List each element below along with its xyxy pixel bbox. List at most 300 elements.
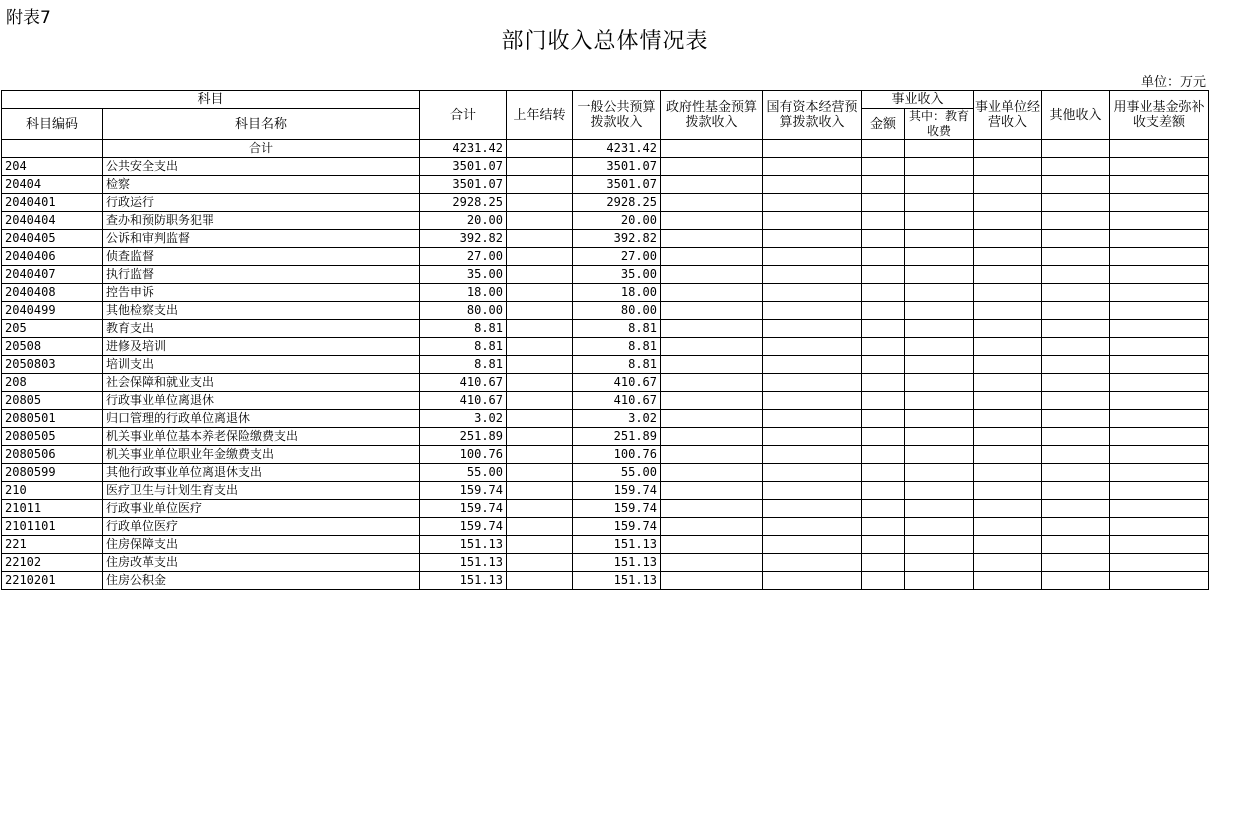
cell-other-income (1042, 500, 1110, 518)
cell-fund-balance (1110, 158, 1209, 176)
cell-carryover (507, 482, 573, 500)
cell-operating-income (974, 518, 1042, 536)
cell-name: 进修及培训 (103, 338, 420, 356)
cell-career-amount (862, 320, 905, 338)
cell-fund-balance (1110, 392, 1209, 410)
cell-gov-fund (661, 554, 763, 572)
cell-edu-fee (905, 536, 974, 554)
cell-career-amount (862, 230, 905, 248)
cell-career-amount (862, 176, 905, 194)
header-operating-income: 事业单位经营收入 (974, 91, 1042, 140)
cell-edu-fee (905, 248, 974, 266)
cell-general-budget: 3501.07 (573, 176, 661, 194)
cell-fund-balance (1110, 302, 1209, 320)
cell-general-budget: 18.00 (573, 284, 661, 302)
table-row (2, 554, 1209, 572)
cell-career-amount (862, 212, 905, 230)
cell-carryover (507, 356, 573, 374)
cell-career-amount (862, 554, 905, 572)
header-amount: 金额 (862, 109, 905, 140)
cell-state-capital (763, 356, 862, 374)
cell-state-capital (763, 230, 862, 248)
cell-gov-fund (661, 482, 763, 500)
cell-total: 8.81 (420, 338, 507, 356)
cell-state-capital (763, 536, 862, 554)
cell-edu-fee (905, 500, 974, 518)
cell-code: 2210201 (2, 572, 103, 590)
header-career-income: 事业收入 (862, 91, 974, 109)
cell-total: 80.00 (420, 302, 507, 320)
cell-other-income (1042, 428, 1110, 446)
cell-gov-fund (661, 464, 763, 482)
table-row (2, 248, 1209, 266)
cell-state-capital (763, 518, 862, 536)
cell-operating-income (974, 428, 1042, 446)
cell-operating-income (974, 338, 1042, 356)
cell-name: 公诉和审判监督 (103, 230, 420, 248)
cell-total: 410.67 (420, 392, 507, 410)
cell-general-budget: 3.02 (573, 410, 661, 428)
cell-career-amount (862, 518, 905, 536)
cell-edu-fee (905, 356, 974, 374)
cell-operating-income (974, 248, 1042, 266)
cell-code: 22102 (2, 554, 103, 572)
cell-code: 2040408 (2, 284, 103, 302)
table-body (2, 140, 1209, 590)
cell-edu-fee (905, 320, 974, 338)
cell-other-income (1042, 482, 1110, 500)
cell-carryover (507, 338, 573, 356)
unit-label: 单位：万元 (1140, 75, 1206, 90)
cell-gov-fund (661, 176, 763, 194)
cell-state-capital (763, 194, 862, 212)
cell-code: 2080501 (2, 410, 103, 428)
cell-name: 行政运行 (103, 194, 420, 212)
cell-career-amount (862, 266, 905, 284)
cell-carryover (507, 554, 573, 572)
cell-career-amount (862, 248, 905, 266)
cell-edu-fee (905, 194, 974, 212)
cell-general-budget: 392.82 (573, 230, 661, 248)
cell-general-budget: 20.00 (573, 212, 661, 230)
table-row (2, 410, 1209, 428)
table-row (2, 518, 1209, 536)
cell-fund-balance (1110, 140, 1209, 158)
table-row (2, 302, 1209, 320)
cell-general-budget: 159.74 (573, 482, 661, 500)
cell-code: 2040407 (2, 266, 103, 284)
cell-carryover (507, 266, 573, 284)
cell-state-capital (763, 176, 862, 194)
cell-edu-fee (905, 284, 974, 302)
page-title: 部门收入总体情况表 (501, 29, 709, 54)
table-row (2, 446, 1209, 464)
cell-operating-income (974, 500, 1042, 518)
cell-state-capital (763, 158, 862, 176)
cell-total: 55.00 (420, 464, 507, 482)
header-code: 科目编码 (2, 109, 103, 140)
table-row (2, 266, 1209, 284)
cell-edu-fee (905, 464, 974, 482)
cell-career-amount (862, 158, 905, 176)
cell-name: 控告申诉 (103, 284, 420, 302)
cell-name: 其他行政事业单位离退休支出 (103, 464, 420, 482)
cell-fund-balance (1110, 230, 1209, 248)
cell-state-capital (763, 392, 862, 410)
cell-total: 3501.07 (420, 176, 507, 194)
cell-fund-balance (1110, 464, 1209, 482)
cell-operating-income (974, 356, 1042, 374)
cell-state-capital (763, 338, 862, 356)
cell-career-amount (862, 572, 905, 590)
cell-gov-fund (661, 248, 763, 266)
cell-general-budget: 410.67 (573, 374, 661, 392)
cell-general-budget: 8.81 (573, 320, 661, 338)
cell-gov-fund (661, 356, 763, 374)
cell-edu-fee (905, 482, 974, 500)
cell-general-budget: 80.00 (573, 302, 661, 320)
table-row (2, 338, 1209, 356)
cell-other-income (1042, 446, 1110, 464)
cell-state-capital (763, 266, 862, 284)
table-row (2, 500, 1209, 518)
cell-state-capital (763, 500, 862, 518)
table-row (2, 482, 1209, 500)
cell-carryover (507, 176, 573, 194)
cell-other-income (1042, 302, 1110, 320)
cell-operating-income (974, 374, 1042, 392)
header-edu-fee: 其中：教育收费 (905, 109, 974, 140)
cell-operating-income (974, 302, 1042, 320)
cell-code: 2040406 (2, 248, 103, 266)
cell-operating-income (974, 140, 1042, 158)
header-state-capital: 国有资本经营预算拨款收入 (763, 91, 862, 140)
cell-code: 20404 (2, 176, 103, 194)
cell-gov-fund (661, 572, 763, 590)
cell-carryover (507, 212, 573, 230)
cell-total: 159.74 (420, 518, 507, 536)
cell-state-capital (763, 140, 862, 158)
cell-total: 151.13 (420, 536, 507, 554)
table-row (2, 464, 1209, 482)
cell-gov-fund (661, 320, 763, 338)
cell-general-budget: 55.00 (573, 464, 661, 482)
cell-general-budget: 2928.25 (573, 194, 661, 212)
cell-code: 2101101 (2, 518, 103, 536)
cell-name: 行政事业单位离退休 (103, 392, 420, 410)
cell-total: 18.00 (420, 284, 507, 302)
cell-career-amount (862, 482, 905, 500)
cell-total: 159.74 (420, 482, 507, 500)
cell-gov-fund (661, 446, 763, 464)
cell-code: 221 (2, 536, 103, 554)
cell-edu-fee (905, 554, 974, 572)
table-row (2, 392, 1209, 410)
cell-gov-fund (661, 374, 763, 392)
cell-general-budget: 159.74 (573, 500, 661, 518)
cell-fund-balance (1110, 410, 1209, 428)
cell-total: 3501.07 (420, 158, 507, 176)
table-row (2, 374, 1209, 392)
table-row (2, 230, 1209, 248)
cell-edu-fee (905, 572, 974, 590)
cell-other-income (1042, 248, 1110, 266)
cell-career-amount (862, 140, 905, 158)
cell-fund-balance (1110, 446, 1209, 464)
cell-total: 4231.42 (420, 140, 507, 158)
cell-other-income (1042, 410, 1110, 428)
cell-fund-balance (1110, 248, 1209, 266)
cell-career-amount (862, 374, 905, 392)
cell-fund-balance (1110, 572, 1209, 590)
table-row (2, 212, 1209, 230)
cell-career-amount (862, 338, 905, 356)
cell-general-budget: 3501.07 (573, 158, 661, 176)
cell-carryover (507, 284, 573, 302)
cell-operating-income (974, 194, 1042, 212)
cell-edu-fee (905, 230, 974, 248)
cell-total: 151.13 (420, 554, 507, 572)
cell-gov-fund (661, 266, 763, 284)
table-row (2, 194, 1209, 212)
cell-carryover (507, 194, 573, 212)
cell-gov-fund (661, 428, 763, 446)
cell-other-income (1042, 392, 1110, 410)
cell-edu-fee (905, 158, 974, 176)
cell-name: 归口管理的行政单位离退休 (103, 410, 420, 428)
cell-general-budget: 100.76 (573, 446, 661, 464)
cell-name: 公共安全支出 (103, 158, 420, 176)
cell-total: 35.00 (420, 266, 507, 284)
cell-total: 251.89 (420, 428, 507, 446)
cell-career-amount (862, 392, 905, 410)
cell-state-capital (763, 446, 862, 464)
cell-operating-income (974, 572, 1042, 590)
cell-operating-income (974, 536, 1042, 554)
cell-gov-fund (661, 518, 763, 536)
cell-general-budget: 151.13 (573, 572, 661, 590)
cell-career-amount (862, 446, 905, 464)
cell-gov-fund (661, 212, 763, 230)
cell-state-capital (763, 302, 862, 320)
cell-edu-fee (905, 266, 974, 284)
cell-name: 查办和预防职务犯罪 (103, 212, 420, 230)
table-row (2, 428, 1209, 446)
cell-fund-balance (1110, 518, 1209, 536)
header-fund-balance: 用事业基金弥补收支差额 (1110, 91, 1209, 140)
cell-fund-balance (1110, 320, 1209, 338)
cell-gov-fund (661, 158, 763, 176)
cell-career-amount (862, 536, 905, 554)
cell-carryover (507, 536, 573, 554)
cell-other-income (1042, 464, 1110, 482)
table-header (2, 91, 1209, 140)
cell-name: 其他检察支出 (103, 302, 420, 320)
cell-operating-income (974, 212, 1042, 230)
cell-gov-fund (661, 392, 763, 410)
cell-carryover (507, 572, 573, 590)
cell-career-amount (862, 194, 905, 212)
cell-total: 20.00 (420, 212, 507, 230)
cell-state-capital (763, 482, 862, 500)
cell-fund-balance (1110, 194, 1209, 212)
cell-edu-fee (905, 410, 974, 428)
cell-state-capital (763, 320, 862, 338)
cell-code: 2040401 (2, 194, 103, 212)
cell-gov-fund (661, 284, 763, 302)
cell-code: 2040499 (2, 302, 103, 320)
cell-state-capital (763, 410, 862, 428)
cell-edu-fee (905, 428, 974, 446)
cell-other-income (1042, 266, 1110, 284)
cell-code: 208 (2, 374, 103, 392)
cell-operating-income (974, 320, 1042, 338)
cell-name: 医疗卫生与计划生育支出 (103, 482, 420, 500)
cell-name: 行政事业单位医疗 (103, 500, 420, 518)
cell-name: 机关事业单位职业年金缴费支出 (103, 446, 420, 464)
cell-general-budget: 151.13 (573, 554, 661, 572)
cell-gov-fund (661, 338, 763, 356)
cell-other-income (1042, 338, 1110, 356)
cell-gov-fund (661, 194, 763, 212)
cell-code: 205 (2, 320, 103, 338)
cell-carryover (507, 248, 573, 266)
cell-state-capital (763, 554, 862, 572)
cell-code: 20805 (2, 392, 103, 410)
cell-code: 210 (2, 482, 103, 500)
cell-name: 社会保障和就业支出 (103, 374, 420, 392)
cell-fund-balance (1110, 356, 1209, 374)
cell-carryover (507, 392, 573, 410)
header-carryover: 上年结转 (507, 91, 573, 140)
cell-general-budget: 159.74 (573, 518, 661, 536)
cell-edu-fee (905, 338, 974, 356)
cell-code: 2040405 (2, 230, 103, 248)
cell-state-capital (763, 212, 862, 230)
cell-carryover (507, 302, 573, 320)
cell-operating-income (974, 410, 1042, 428)
cell-state-capital (763, 464, 862, 482)
table-row (2, 356, 1209, 374)
cell-operating-income (974, 230, 1042, 248)
cell-operating-income (974, 554, 1042, 572)
cell-other-income (1042, 536, 1110, 554)
cell-carryover (507, 140, 573, 158)
cell-fund-balance (1110, 500, 1209, 518)
cell-total: 3.02 (420, 410, 507, 428)
cell-code: 2080599 (2, 464, 103, 482)
table-row (2, 536, 1209, 554)
cell-career-amount (862, 410, 905, 428)
cell-operating-income (974, 158, 1042, 176)
cell-other-income (1042, 572, 1110, 590)
cell-gov-fund (661, 140, 763, 158)
cell-fund-balance (1110, 338, 1209, 356)
cell-fund-balance (1110, 374, 1209, 392)
cell-edu-fee (905, 176, 974, 194)
cell-name: 教育支出 (103, 320, 420, 338)
cell-name: 检察 (103, 176, 420, 194)
cell-code: 2040404 (2, 212, 103, 230)
cell-general-budget: 251.89 (573, 428, 661, 446)
cell-carryover (507, 410, 573, 428)
cell-operating-income (974, 482, 1042, 500)
cell-carryover (507, 158, 573, 176)
cell-edu-fee (905, 374, 974, 392)
cell-general-budget: 151.13 (573, 536, 661, 554)
cell-code (2, 140, 103, 158)
cell-general-budget: 8.81 (573, 356, 661, 374)
cell-operating-income (974, 392, 1042, 410)
cell-code: 2080505 (2, 428, 103, 446)
cell-fund-balance (1110, 212, 1209, 230)
cell-gov-fund (661, 410, 763, 428)
cell-state-capital (763, 248, 862, 266)
cell-state-capital (763, 284, 862, 302)
cell-other-income (1042, 554, 1110, 572)
cell-fund-balance (1110, 176, 1209, 194)
cell-total: 27.00 (420, 248, 507, 266)
cell-carryover (507, 446, 573, 464)
cell-other-income (1042, 356, 1110, 374)
cell-other-income (1042, 140, 1110, 158)
table-row (2, 158, 1209, 176)
cell-fund-balance (1110, 554, 1209, 572)
cell-code: 2080506 (2, 446, 103, 464)
cell-total: 2928.25 (420, 194, 507, 212)
cell-name: 执行监督 (103, 266, 420, 284)
header-gov-fund: 政府性基金预算拨款收入 (661, 91, 763, 140)
cell-total: 159.74 (420, 500, 507, 518)
cell-edu-fee (905, 446, 974, 464)
cell-edu-fee (905, 518, 974, 536)
income-table (1, 90, 1209, 590)
cell-other-income (1042, 230, 1110, 248)
cell-operating-income (974, 446, 1042, 464)
cell-gov-fund (661, 230, 763, 248)
cell-fund-balance (1110, 428, 1209, 446)
cell-gov-fund (661, 500, 763, 518)
cell-operating-income (974, 284, 1042, 302)
cell-carryover (507, 500, 573, 518)
cell-code: 2050803 (2, 356, 103, 374)
cell-career-amount (862, 302, 905, 320)
cell-career-amount (862, 464, 905, 482)
cell-other-income (1042, 212, 1110, 230)
cell-edu-fee (905, 140, 974, 158)
cell-code: 21011 (2, 500, 103, 518)
cell-fund-balance (1110, 284, 1209, 302)
table-row (2, 140, 1209, 158)
cell-career-amount (862, 356, 905, 374)
cell-name: 侦查监督 (103, 248, 420, 266)
appendix-label: 附表7 (6, 8, 51, 28)
cell-edu-fee (905, 212, 974, 230)
cell-total: 8.81 (420, 320, 507, 338)
cell-state-capital (763, 572, 862, 590)
cell-edu-fee (905, 302, 974, 320)
cell-name: 住房公积金 (103, 572, 420, 590)
cell-operating-income (974, 266, 1042, 284)
cell-state-capital (763, 428, 862, 446)
cell-gov-fund (661, 302, 763, 320)
cell-other-income (1042, 176, 1110, 194)
cell-career-amount (862, 284, 905, 302)
cell-other-income (1042, 374, 1110, 392)
cell-total: 8.81 (420, 356, 507, 374)
cell-general-budget: 8.81 (573, 338, 661, 356)
cell-carryover (507, 518, 573, 536)
